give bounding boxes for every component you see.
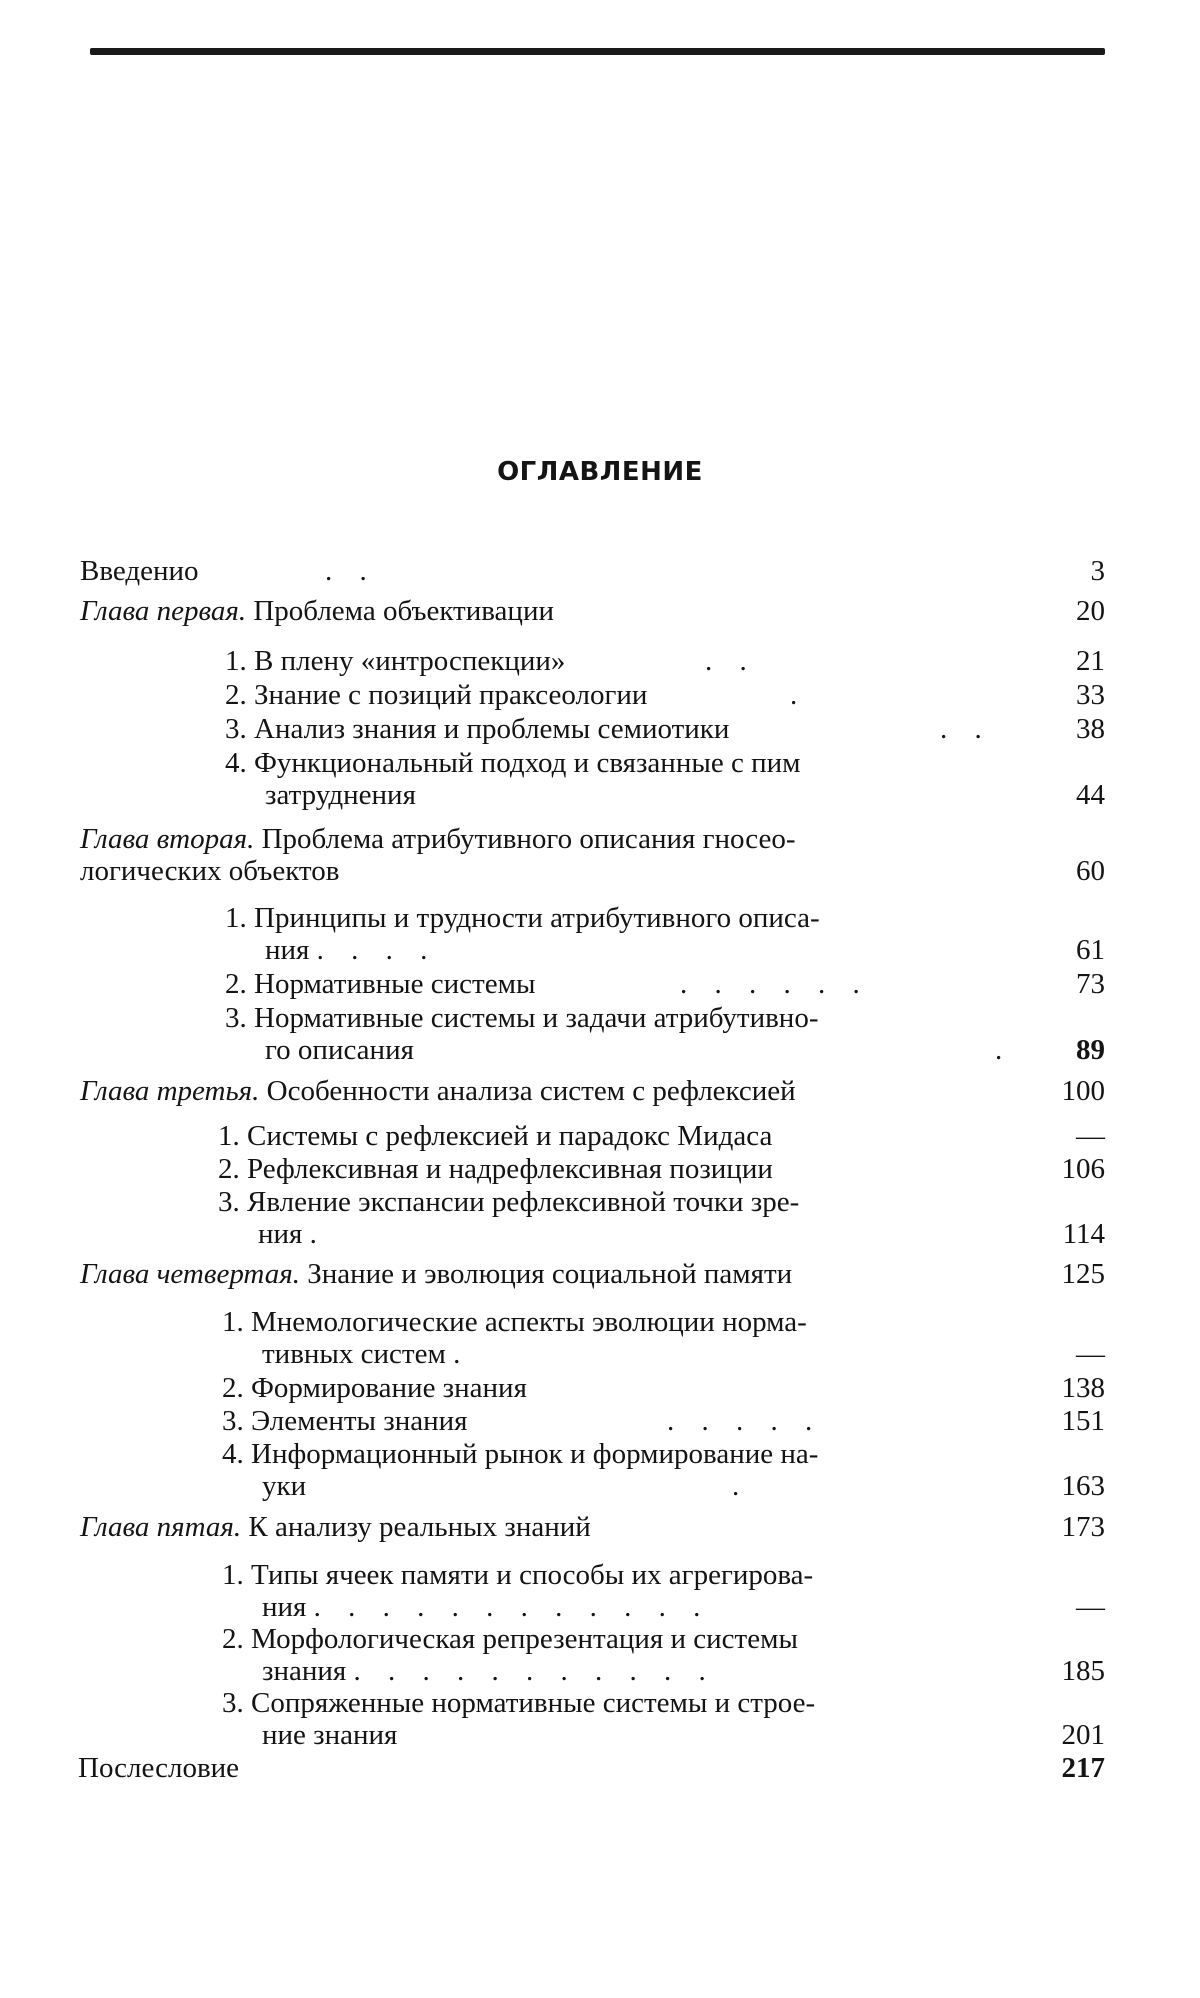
toc-page-number: 163 <box>1061 1470 1105 1502</box>
section-title: Мнемологические аспекты эволюции норма- <box>251 1306 807 1338</box>
toc-chapter-4 <box>80 1258 1105 1290</box>
toc-section-label <box>222 1559 1105 1591</box>
section-number: 2. <box>225 968 247 1000</box>
section-number: 1. <box>222 1559 244 1591</box>
toc-section-continuation: уки <box>262 1470 307 1502</box>
leader-dots: . <box>732 1470 750 1502</box>
toc-section <box>225 713 1105 745</box>
leader-dots: . . . . . <box>667 1405 823 1437</box>
section-title: Рефлексивная и надрефлексивная позиции <box>247 1153 773 1185</box>
toc-chapter-label <box>80 1258 1105 1290</box>
toc-page-number: 201 <box>1061 1719 1105 1751</box>
toc-section-continuation: го описания <box>265 1034 414 1066</box>
leader-dots: . <box>995 1034 1013 1066</box>
toc-section <box>222 1623 1105 1687</box>
toc-section <box>222 1438 1105 1502</box>
toc-section-continuation: ние знания <box>262 1719 398 1751</box>
section-number: 1. <box>222 1306 244 1338</box>
toc-section <box>225 645 1105 677</box>
toc-page-number: 3 <box>1090 555 1105 587</box>
toc-page-number: 60 <box>1076 855 1105 887</box>
page-title: ОГЛАВЛЕНИЕ <box>497 457 703 487</box>
toc-page-number: 21 <box>1076 645 1105 677</box>
toc-section <box>225 902 1105 966</box>
chapter-title: Особенности анализа систем с рефлексией <box>266 1075 796 1107</box>
toc-section <box>218 1186 1105 1250</box>
toc-chapter-3 <box>80 1075 1105 1107</box>
toc-page-number: — <box>1076 1120 1105 1152</box>
section-number: 3. <box>222 1405 244 1437</box>
toc-section <box>225 679 1105 711</box>
section-number: 3. <box>225 1002 247 1034</box>
section-title: Сопряженные нормативные системы и строе- <box>251 1687 816 1719</box>
section-number: 4. <box>222 1438 244 1470</box>
toc-section-label <box>225 968 1105 1000</box>
chapter-prefix: Глава вторая. <box>80 823 255 855</box>
toc-chapter-2 <box>80 823 1105 887</box>
toc-page-number: 138 <box>1061 1372 1105 1404</box>
chapter-prefix: Глава третья. <box>80 1075 260 1107</box>
leader-dots: . <box>309 1218 327 1250</box>
toc-section-continuation <box>222 1591 1105 1623</box>
section-number: 3. <box>218 1186 240 1218</box>
section-title: Морфологическая репрезентация и системы <box>251 1623 798 1655</box>
section-title: Системы с рефлексией и парадокс Мидаса <box>247 1120 773 1152</box>
section-title: Нормативные системы <box>254 968 536 1000</box>
chapter-title: К анализу реальных знаний <box>248 1511 591 1543</box>
leader-dots: . . . . . . <box>680 968 870 1000</box>
toc-page-number: 173 <box>1061 1511 1105 1543</box>
toc-section <box>218 1120 1105 1152</box>
chapter-title: Знание и эволюция социальной памяти <box>307 1258 793 1290</box>
toc-chapter-1 <box>80 595 1105 627</box>
toc-section-continuation <box>222 1338 1105 1370</box>
toc-section <box>218 1153 1105 1185</box>
section-title-end: знания <box>262 1655 347 1687</box>
section-number: 3. <box>225 713 247 745</box>
section-title: В плену «интроспекции» <box>254 645 566 677</box>
toc-page-number: 20 <box>1076 595 1105 627</box>
toc-section-label <box>225 1002 1105 1034</box>
section-number: 2. <box>222 1623 244 1655</box>
toc-section-label <box>218 1120 1105 1152</box>
toc-page-number: — <box>1076 1591 1105 1623</box>
toc-section-label <box>225 902 1105 934</box>
toc-entry-afterword <box>78 1752 1105 1784</box>
section-number: 1. <box>225 902 247 934</box>
toc-page-number: 89 <box>1076 1034 1105 1066</box>
toc-section-continuation: затруднения <box>265 779 416 811</box>
toc-page-number: 73 <box>1076 968 1105 1000</box>
toc-section <box>222 1559 1105 1623</box>
leader-dots: . . . . . . . . . . . . <box>313 1591 711 1623</box>
section-number: 1. <box>218 1120 240 1152</box>
section-title-end: ния <box>265 934 310 966</box>
leader-dots: . . <box>325 555 377 587</box>
toc-entry-intro <box>80 555 1105 587</box>
toc-page-number: — <box>1076 1338 1105 1370</box>
section-title: Явление экспансии рефлексивной точки зре- <box>247 1186 800 1218</box>
toc-chapter-label <box>80 1511 1105 1543</box>
leader-dots: . <box>453 1338 471 1370</box>
section-title: Анализ знания и проблемы семиотики <box>254 713 730 745</box>
toc-section-label <box>222 1405 1105 1437</box>
leader-dots: . . <box>940 713 992 745</box>
toc-section <box>225 968 1105 1000</box>
toc-section <box>222 1372 1105 1404</box>
toc-page-number: 33 <box>1076 679 1105 711</box>
toc-page-number: 185 <box>1061 1655 1105 1687</box>
toc-page-number: 151 <box>1061 1405 1105 1437</box>
toc-page-number: 106 <box>1061 1153 1105 1185</box>
toc-section <box>222 1687 1105 1751</box>
section-title: Информационный рынок и формирование на- <box>251 1438 819 1470</box>
section-title: Нормативные системы и задачи атрибутивно- <box>254 1002 819 1034</box>
section-title: Типы ячеек памяти и способы их агрегирова- <box>251 1559 814 1591</box>
toc-section-label <box>222 1372 1105 1404</box>
toc-page-number: 100 <box>1061 1075 1105 1107</box>
toc-page-number: 38 <box>1076 713 1105 745</box>
leader-dots: . . . . <box>316 934 438 966</box>
chapter-prefix: Глава пятая. <box>80 1511 242 1543</box>
toc-section <box>225 747 1105 811</box>
toc-page-number: 61 <box>1076 934 1105 966</box>
section-number: 4. <box>225 747 247 779</box>
section-number: 2. <box>225 679 247 711</box>
section-title-end: тивных систем <box>262 1338 446 1370</box>
section-title-end: ния <box>258 1218 303 1250</box>
leader-dots: . <box>790 679 808 711</box>
chapter-prefix: Глава четвертая. <box>80 1258 300 1290</box>
toc-section-continuation <box>218 1218 1105 1250</box>
toc-section <box>222 1306 1105 1370</box>
toc-section-label <box>218 1186 1105 1218</box>
section-number: 3. <box>222 1687 244 1719</box>
toc-section-label <box>218 1153 1105 1185</box>
section-title: Функциональный подход и связанные с пим <box>254 747 801 779</box>
toc-entry-label: Введенио <box>80 555 199 587</box>
toc-section-label <box>222 1306 1105 1338</box>
leader-dots: . . . . . . . . . . . <box>353 1655 716 1687</box>
toc-section-label <box>222 1623 1105 1655</box>
toc-chapter-label <box>80 595 1105 627</box>
section-title: Элементы знания <box>251 1405 468 1437</box>
chapter-prefix: Глава первая. <box>80 595 247 627</box>
toc-section <box>222 1405 1105 1437</box>
toc-section-label <box>225 747 1105 779</box>
toc-section-label <box>225 645 1105 677</box>
section-number: 2. <box>218 1153 240 1185</box>
toc-section-label <box>222 1438 1105 1470</box>
toc-section-continuation <box>225 934 1105 966</box>
toc-section <box>225 1002 1105 1066</box>
section-title: Принципы и трудности атрибутивного описа- <box>254 902 820 934</box>
section-title: Формирование знания <box>251 1372 527 1404</box>
leader-dots: . . <box>705 645 757 677</box>
chapter-title: Проблема атрибутивного описания гносео- <box>261 823 796 855</box>
toc-chapter-5 <box>80 1511 1105 1543</box>
chapter-title: Проблема объективации <box>253 595 554 627</box>
toc-chapter-label <box>80 1075 1105 1107</box>
toc-page-number: 114 <box>1062 1218 1105 1250</box>
toc-entry-label: Послесловие <box>78 1752 240 1784</box>
section-title-end: ния <box>262 1591 307 1623</box>
section-number: 2. <box>222 1372 244 1404</box>
toc-page-number: 217 <box>1061 1752 1105 1784</box>
section-title: Знание с позиций праксеологии <box>254 679 648 711</box>
toc-section-continuation <box>222 1655 1105 1687</box>
toc-chapter-label <box>80 823 1105 855</box>
toc-section-label <box>222 1687 1105 1719</box>
toc-section-label <box>225 679 1105 711</box>
toc-chapter-continuation: логических объектов <box>80 855 340 887</box>
toc-page-number: 44 <box>1076 779 1105 811</box>
toc-page-number: 125 <box>1061 1258 1105 1290</box>
section-number: 1. <box>225 645 247 677</box>
